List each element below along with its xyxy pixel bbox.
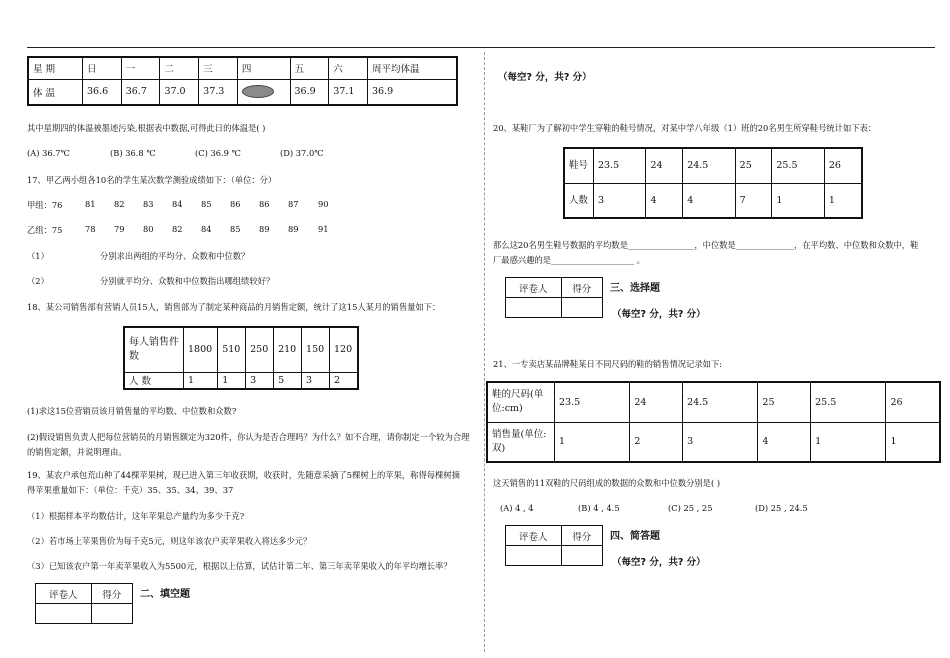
sales-qty-label: 销售量(单位:双) <box>487 422 555 462</box>
q17-yi-score: 89 <box>288 224 299 234</box>
q20-answer-line1: 那么这20名男生鞋号数据的平均数是________________，中位数是______________，在平均数、中位数和众数中，鞋 <box>493 240 919 250</box>
sales-cell: 1 <box>218 372 246 389</box>
temp-cell: 37.3 <box>199 79 238 105</box>
shoe-cell: 7 <box>735 183 772 218</box>
shoe-cell: 25 <box>735 148 772 183</box>
temp-header-cell: 周平均体温 <box>368 57 458 79</box>
shoe-sales-cell: 3 <box>683 422 758 462</box>
q16-option-d: (D) 37.0℃ <box>280 148 324 158</box>
q18-sub2-line2: 的销售定额，并说明理由。 <box>27 447 127 457</box>
q17-jia-score: 86 <box>259 199 270 209</box>
shoe-sales-cell: 1 <box>886 422 940 462</box>
score-box <box>505 525 603 566</box>
temp-header-cell: 五 <box>290 57 329 79</box>
header-rule <box>27 47 935 48</box>
score-box-score-label: 得分 <box>91 584 132 604</box>
shoe-sales-cell: 2 <box>630 422 683 462</box>
shoe-cell: 24 <box>646 148 683 183</box>
shoe-sales-cell: 25 <box>758 382 811 422</box>
score-box-grader-field[interactable] <box>506 546 562 566</box>
score-box-score-field[interactable] <box>561 546 602 566</box>
score-box-grader-label: 评卷人 <box>506 278 562 298</box>
q19-text-line2: 得苹果重量如下：（单位：千克）35、35、34、39、37 <box>27 485 234 495</box>
shoe-cell: 4 <box>683 183 735 218</box>
q17-yi-score: 91 <box>318 224 329 234</box>
sales-cell: 1 <box>184 372 218 389</box>
q17-jia-score: 83 <box>143 199 154 209</box>
q21-option-d: (D) 25 , 24.5 <box>755 503 808 513</box>
q17-yi-score: 79 <box>114 224 125 234</box>
shoe-sales-cell: 4 <box>758 422 811 462</box>
shoe-sales-cell: 26 <box>886 382 940 422</box>
score-box-grader-label: 评卷人 <box>36 584 92 604</box>
score-box-score-label: 得分 <box>561 526 602 546</box>
q16-option-a: (A) 36.7℃ <box>27 148 70 158</box>
temp-cell-ink-blot <box>237 79 290 105</box>
q17-sub1: 分别求出两组的平均分、众数和中位数？ <box>100 251 250 261</box>
temp-header-cell: 一 <box>121 57 160 79</box>
shoe-cell: 4 <box>646 183 683 218</box>
temp-header-cell: 二 <box>160 57 199 79</box>
score-box-score-field[interactable] <box>91 604 132 624</box>
q17-yi-score: 78 <box>85 224 96 234</box>
q18-sub1: (1)求这15位营销员该月销售量的平均数、中位数和众数? <box>27 406 237 416</box>
q21-option-c: (C) 25 , 25 <box>668 503 713 513</box>
sales-cell: 3 <box>246 372 274 389</box>
score-box-score-label: 得分 <box>561 278 602 298</box>
q21-option-b: (B) 4 , 4.5 <box>578 503 620 513</box>
q16-option-c: (C) 36.9 ℃ <box>195 148 241 158</box>
q21-question: 这天销售的11双鞋的尺码组成的数据的众数和中位数分别是( ) <box>493 478 721 488</box>
section2-title: 二、填空题 <box>140 589 190 600</box>
shoe-size-table <box>563 147 863 219</box>
q17-yi-score: 80 <box>143 224 154 234</box>
q18-text: 18、某公司销售部有营销人员15人，销售部为了制定某种商品的月销售定额，统计了这15人某月的销售量如下： <box>27 302 441 312</box>
shoe-row-label: 鞋号 <box>564 148 594 183</box>
temp-row-label: 体 温 <box>28 79 83 105</box>
q21-option-a: (A) 4 , 4 <box>500 503 534 513</box>
q17-jia-score: 85 <box>201 199 212 209</box>
q17-sub2: 分别就平均分、众数和中位数指出哪组绩较好？ <box>100 276 275 286</box>
sales-row-label: 每人销售件数 <box>124 327 184 372</box>
shoe-sales-cell: 1 <box>811 422 886 462</box>
shoe-sales-cell: 24 <box>630 382 683 422</box>
sales-cell: 210 <box>274 327 302 372</box>
sales-cell: 3 <box>302 372 330 389</box>
column-divider <box>484 52 485 652</box>
shoe-cell: 24.5 <box>683 148 735 183</box>
q19-sub1: （1）根据样本平均数估计，这年苹果总产量约为多少千克? <box>27 511 245 521</box>
temp-header-cell: 三 <box>199 57 238 79</box>
q17-jia-score: 84 <box>172 199 183 209</box>
score-box <box>505 277 603 318</box>
shoe-cell: 1 <box>772 183 824 218</box>
shoe-cell: 23.5 <box>594 148 646 183</box>
sales-cell: 510 <box>218 327 246 372</box>
temp-cell: 36.9 <box>368 79 458 105</box>
shoe-cell: 25.5 <box>772 148 824 183</box>
score-box-grader-field[interactable] <box>36 604 92 624</box>
section2-points-note: （每空? 分，共? 分） <box>498 72 592 83</box>
q17-jia-label: 甲组：76 <box>27 200 63 210</box>
temp-cell: 37.0 <box>160 79 199 105</box>
sales-cell: 150 <box>302 327 330 372</box>
q19-sub3: （3）已知该农户第一年卖苹果收入为5500元，根据以上估算，试估计第二年、第三年卖苹果收入的年平均增长率？ <box>27 561 452 571</box>
sales-cell: 250 <box>246 327 274 372</box>
temp-header-cell: 日 <box>83 57 122 79</box>
q17-yi-score: 89 <box>259 224 270 234</box>
shoe-row-label: 人数 <box>564 183 594 218</box>
temperature-table <box>27 56 458 106</box>
q16-text: 其中星期四的体温被墨迹污染,根据表中数据,可得此日的体温是( ) <box>27 123 266 133</box>
shoe-cell: 26 <box>824 148 862 183</box>
temp-cell: 36.9 <box>290 79 329 105</box>
shoe-sales-cell: 24.5 <box>683 382 758 422</box>
q20-text: 20、某鞋厂为了解初中学生穿鞋的鞋号情况，对某中学八年级（1）班的20名男生所穿鞋号统计如下表： <box>493 123 877 133</box>
shoe-sales-table <box>486 381 941 463</box>
q17-sub2-number: （2） <box>27 276 49 286</box>
shoe-cell: 1 <box>824 183 862 218</box>
q17-yi-score: 82 <box>172 224 183 234</box>
q20-answer-line2: 厂最感兴趣的是____________________ 。 <box>493 255 645 265</box>
q17-jia-score: 81 <box>85 199 96 209</box>
q17-yi-score: 84 <box>201 224 212 234</box>
shoe-cell: 3 <box>594 183 646 218</box>
q17-jia-score: 86 <box>230 199 241 209</box>
q17-text: 17、甲乙两小组各10名的学生某次数学测验成绩如下：（单位：分） <box>27 175 277 185</box>
q21-text: 21、一专卖店某品牌鞋某日不同尺码的鞋的销售情况记录如下: <box>493 359 723 369</box>
temp-cell: 36.7 <box>121 79 160 105</box>
q17-yi-score: 85 <box>230 224 241 234</box>
shoe-sales-cell: 25.5 <box>811 382 886 422</box>
sales-size-label: 鞋的尺码(单位:cm) <box>487 382 555 422</box>
q19-text-line1: 19、某农户承包荒山种了44棵苹果树，现已进入第三年收获期，收获时，先随意采摘了5棵树上的苹果，称得每棵树摘 <box>27 470 460 480</box>
section3-points-note: （每空? 分，共? 分） <box>612 309 706 320</box>
q17-jia-score: 90 <box>318 199 329 209</box>
shoe-sales-cell: 23.5 <box>555 382 630 422</box>
temp-header-cell: 星 期 <box>28 57 83 79</box>
sales-table <box>123 326 359 390</box>
score-box-grader-field[interactable] <box>506 298 562 318</box>
q16-option-b: (B) 36.8 ℃ <box>110 148 156 158</box>
score-box-grader-label: 评卷人 <box>506 526 562 546</box>
score-box-score-field[interactable] <box>561 298 602 318</box>
section4-points-note: （每空? 分，共? 分） <box>612 557 706 568</box>
shoe-sales-cell: 1 <box>555 422 630 462</box>
q17-jia-score: 87 <box>288 199 299 209</box>
temp-header-cell: 四 <box>237 57 290 79</box>
sales-cell: 120 <box>330 327 359 372</box>
q17-sub1-number: （1） <box>27 251 49 261</box>
q17-yi-label: 乙组：75 <box>27 225 63 235</box>
q17-jia-score: 82 <box>114 199 125 209</box>
temp-cell: 37.1 <box>329 79 368 105</box>
section3-title: 三、选择题 <box>610 283 660 294</box>
temp-header-cell: 六 <box>329 57 368 79</box>
section4-title: 四、简答题 <box>610 531 660 542</box>
q18-sub2-line1: (2)假设销售负责人把每位营销员的月销售额定为320件，你认为是否合理吗？为什么？如不合理，请你制定一个较为合理 <box>27 432 470 442</box>
score-box <box>35 583 133 624</box>
sales-cell: 1800 <box>184 327 218 372</box>
temp-cell: 36.6 <box>83 79 122 105</box>
sales-cell: 5 <box>274 372 302 389</box>
ink-blot-shape <box>242 85 274 98</box>
sales-cell: 2 <box>330 372 359 389</box>
sales-row-label: 人 数 <box>124 372 184 389</box>
q19-sub2: （2）若市场上苹果售价为每千克5元，则这年该农户卖苹果收入将达多少元？ <box>27 536 312 546</box>
